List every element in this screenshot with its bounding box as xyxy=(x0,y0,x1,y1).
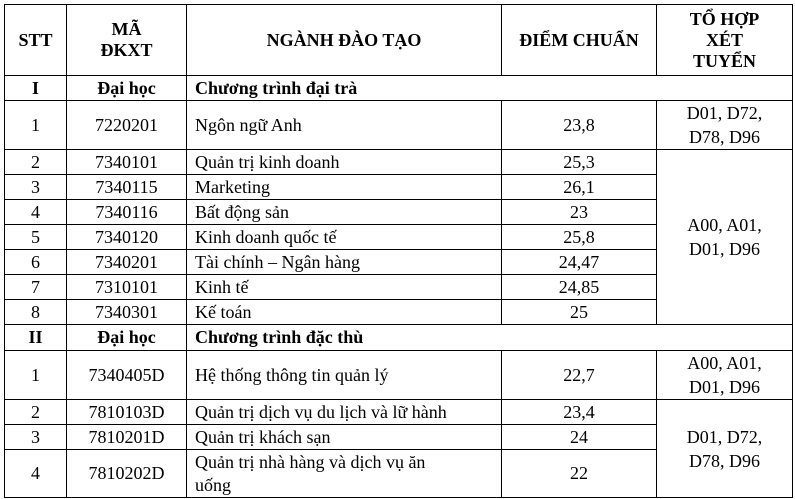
table-row xyxy=(5,101,793,150)
combo-line: A00, A01, xyxy=(687,215,762,235)
header-combo-line1: TỔ HỢP xyxy=(689,8,760,29)
admission-score-table xyxy=(4,4,793,498)
cell-score: 25,8 xyxy=(502,225,657,250)
cell-code: 7340115 xyxy=(67,175,187,200)
cell-major: Marketing xyxy=(187,175,502,200)
section-level: Đại học xyxy=(67,76,187,101)
section-row xyxy=(5,76,793,101)
cell-code: 7810202D xyxy=(67,450,187,498)
cell-major-line1: Quản trị nhà hàng và dịch vụ ăn xyxy=(195,451,426,472)
combo-line: D01, D96 xyxy=(689,239,760,259)
cell-stt: 8 xyxy=(5,300,67,325)
cell-code: 7340116 xyxy=(67,200,187,225)
cell-combo xyxy=(657,101,793,150)
header-combo xyxy=(657,5,793,76)
cell-stt: 3 xyxy=(5,175,67,200)
table-row xyxy=(5,150,793,175)
cell-major: Quản trị khách sạn xyxy=(187,425,502,450)
cell-score: 24,85 xyxy=(502,275,657,300)
header-code xyxy=(67,5,187,76)
cell-score: 24 xyxy=(502,425,657,450)
cell-score: 26,1 xyxy=(502,175,657,200)
cell-score: 22,7 xyxy=(502,351,657,400)
combo-line: D01, D72, xyxy=(686,103,763,123)
cell-code: 7220201 xyxy=(67,101,187,150)
cell-stt: 5 xyxy=(5,225,67,250)
cell-score: 23 xyxy=(502,200,657,225)
cell-code: 7340101 xyxy=(67,150,187,175)
cell-major: Kinh tế xyxy=(187,275,502,300)
header-major: NGÀNH ĐÀO TẠO xyxy=(187,5,502,76)
cell-stt: 4 xyxy=(5,450,67,498)
cell-major: Tài chính – Ngân hàng xyxy=(187,250,502,275)
cell-code: 7310101 xyxy=(67,275,187,300)
cell-stt: 1 xyxy=(5,101,67,150)
cell-major: Bất động sản xyxy=(187,200,502,225)
cell-major: Hệ thống thông tin quản lý xyxy=(187,351,502,400)
cell-stt: 6 xyxy=(5,250,67,275)
cell-major: Quản trị kinh doanh xyxy=(187,150,502,175)
cell-score: 23,4 xyxy=(502,400,657,425)
cell-score: 25 xyxy=(502,300,657,325)
combo-line: D78, D96 xyxy=(689,450,760,471)
section-number: II xyxy=(5,325,67,351)
header-stt: STT xyxy=(5,5,67,76)
cell-major xyxy=(187,450,502,498)
header-combo-line3: TUYỂN xyxy=(692,50,756,71)
combo-line: D78, D96 xyxy=(689,127,760,147)
section-row xyxy=(5,325,793,351)
cell-major: Ngôn ngữ Anh xyxy=(187,101,502,150)
header-row xyxy=(5,5,793,76)
combo-line: A00, A01, xyxy=(687,353,762,373)
combo-line: D01, D72, xyxy=(686,426,763,447)
cell-stt: 2 xyxy=(5,400,67,425)
header-code-line1: MÃ xyxy=(111,19,142,39)
table-row xyxy=(5,351,793,400)
cell-code: 7340201 xyxy=(67,250,187,275)
cell-code: 7340301 xyxy=(67,300,187,325)
cell-code: 7810201D xyxy=(67,425,187,450)
cell-combo xyxy=(657,400,793,498)
section-level: Đại học xyxy=(67,325,187,351)
cell-major: Quản trị dịch vụ du lịch và lữ hành xyxy=(187,400,502,425)
cell-stt: 7 xyxy=(5,275,67,300)
table-row xyxy=(5,400,793,425)
section-program: Chương trình đại trà xyxy=(187,76,793,101)
section-program: Chương trình đặc thù xyxy=(187,325,793,351)
cell-stt: 2 xyxy=(5,150,67,175)
cell-combo xyxy=(657,150,793,325)
cell-score: 25,3 xyxy=(502,150,657,175)
cell-code: 7340405D xyxy=(67,351,187,400)
cell-major: Kế toán xyxy=(187,300,502,325)
cell-code: 7340120 xyxy=(67,225,187,250)
header-combo-line2: XÉT xyxy=(705,29,743,50)
cell-score: 22 xyxy=(502,450,657,498)
cell-combo xyxy=(657,351,793,400)
header-code-line2: ĐKXT xyxy=(100,40,153,60)
section-number: I xyxy=(5,76,67,101)
cell-stt: 1 xyxy=(5,351,67,400)
cell-major: Kinh doanh quốc tế xyxy=(187,225,502,250)
cell-score: 23,8 xyxy=(502,101,657,150)
header-score: ĐIỂM CHUẨN xyxy=(502,5,657,76)
cell-major-line2: uống xyxy=(195,474,231,495)
cell-stt: 4 xyxy=(5,200,67,225)
cell-score: 24,47 xyxy=(502,250,657,275)
cell-stt: 3 xyxy=(5,425,67,450)
cell-code: 7810103D xyxy=(67,400,187,425)
combo-line: D01, D96 xyxy=(689,377,760,397)
